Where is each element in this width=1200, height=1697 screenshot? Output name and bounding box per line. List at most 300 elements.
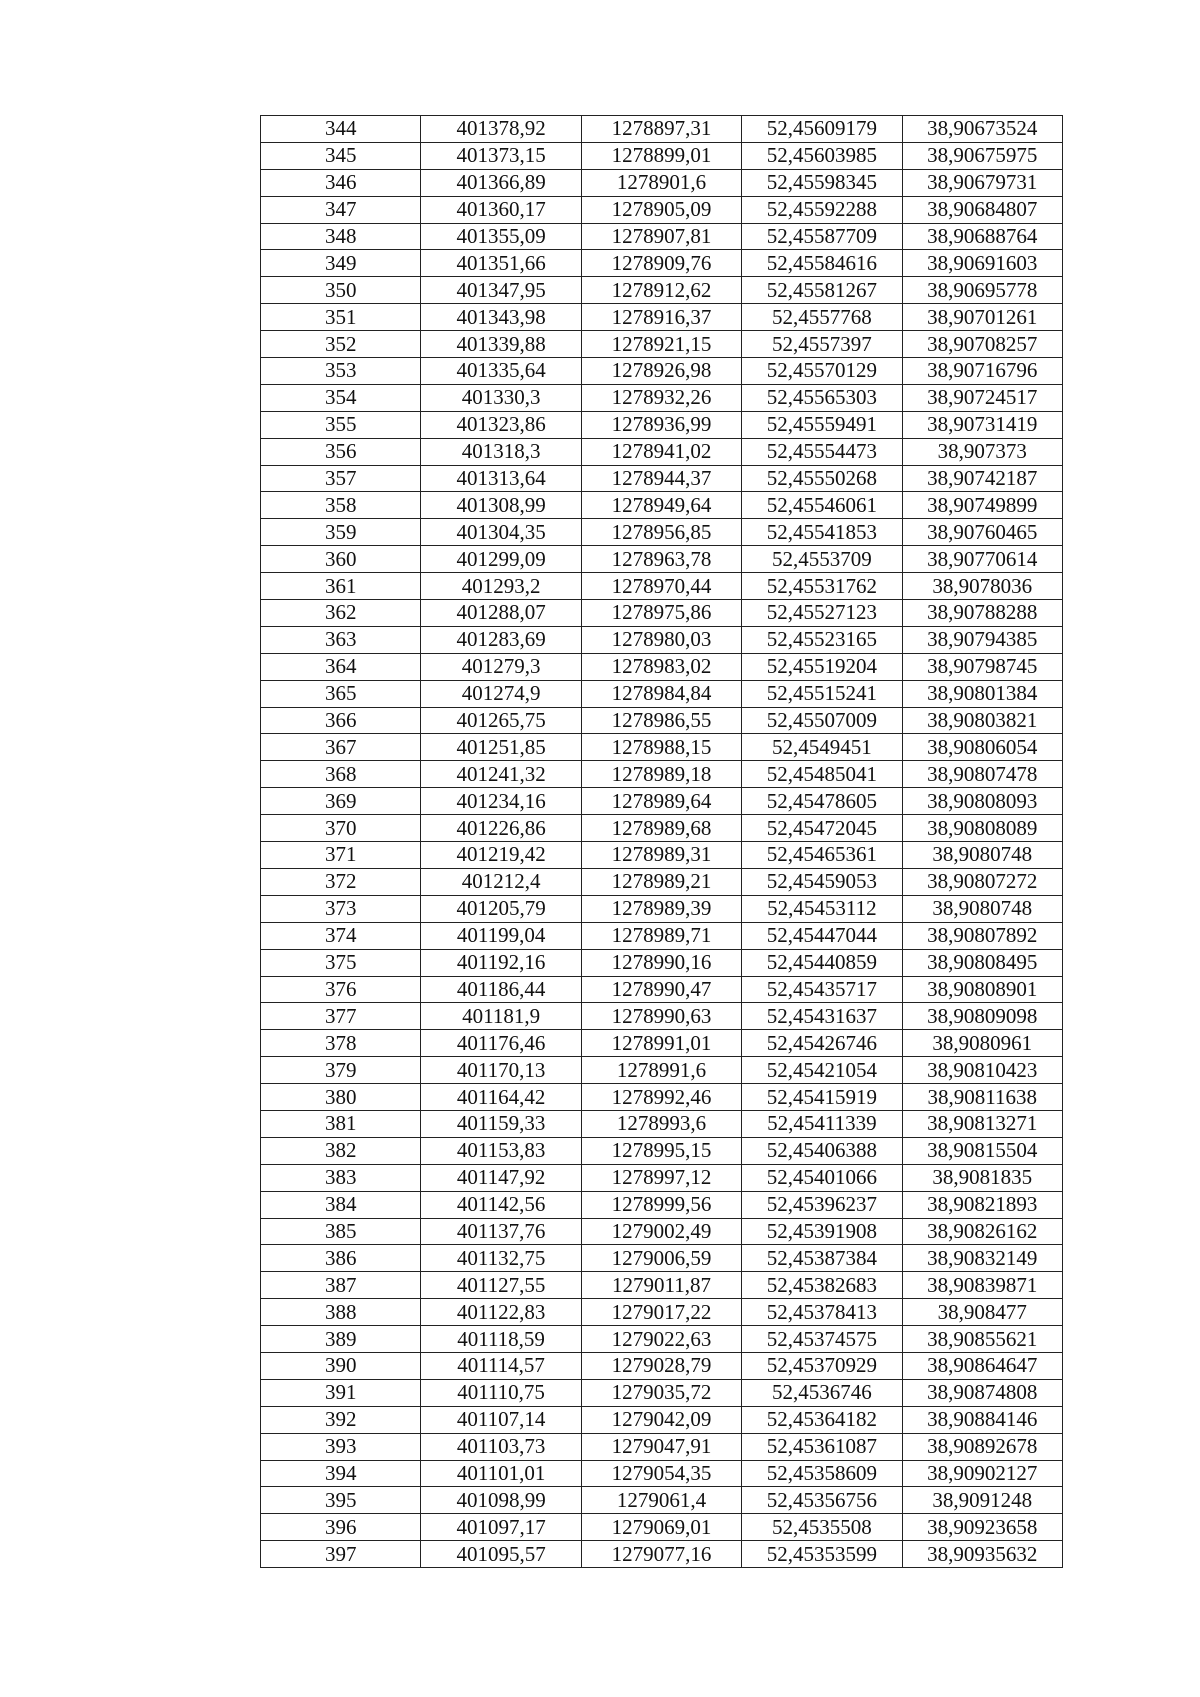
latitude-cell: 52,45415919: [742, 1084, 902, 1111]
point-number-cell: 353: [261, 358, 421, 385]
x-coordinate-cell: 401251,85: [421, 734, 581, 761]
y-coordinate-cell: 1278995,15: [581, 1137, 741, 1164]
longitude-cell: 38,90731419: [902, 411, 1062, 438]
table-row: [261, 1326, 1063, 1353]
y-coordinate-cell: 1279017,22: [581, 1299, 741, 1326]
longitude-cell: 38,90808495: [902, 949, 1062, 976]
x-coordinate-cell: 401127,55: [421, 1272, 581, 1299]
point-number-cell: 383: [261, 1164, 421, 1191]
y-coordinate-cell: 1279006,59: [581, 1245, 741, 1272]
table-row: [261, 1272, 1063, 1299]
point-number-cell: 366: [261, 707, 421, 734]
point-number-cell: 378: [261, 1030, 421, 1057]
point-number-cell: 350: [261, 277, 421, 304]
y-coordinate-cell: 1279061,4: [581, 1487, 741, 1514]
x-coordinate-cell: 401159,33: [421, 1110, 581, 1137]
y-coordinate-cell: 1279042,09: [581, 1406, 741, 1433]
longitude-cell: 38,9080748: [902, 842, 1062, 869]
y-coordinate-cell: 1279028,79: [581, 1352, 741, 1379]
longitude-cell: 38,9078036: [902, 573, 1062, 600]
x-coordinate-cell: 401318,3: [421, 438, 581, 465]
y-coordinate-cell: 1278999,56: [581, 1191, 741, 1218]
y-coordinate-cell: 1278897,31: [581, 116, 741, 143]
x-coordinate-cell: 401373,15: [421, 142, 581, 169]
table-row: [261, 949, 1063, 976]
latitude-cell: 52,45391908: [742, 1218, 902, 1245]
table-row: [261, 788, 1063, 815]
y-coordinate-cell: 1278916,37: [581, 304, 741, 331]
latitude-cell: 52,45515241: [742, 680, 902, 707]
longitude-cell: 38,90675975: [902, 142, 1062, 169]
latitude-cell: 52,45374575: [742, 1326, 902, 1353]
latitude-cell: 52,45447044: [742, 922, 902, 949]
x-coordinate-cell: 401098,99: [421, 1487, 581, 1514]
x-coordinate-cell: 401153,83: [421, 1137, 581, 1164]
x-coordinate-cell: 401313,64: [421, 465, 581, 492]
latitude-cell: 52,45565303: [742, 384, 902, 411]
table-row: [261, 626, 1063, 653]
y-coordinate-cell: 1278912,62: [581, 277, 741, 304]
x-coordinate-cell: 401137,76: [421, 1218, 581, 1245]
y-coordinate-cell: 1278984,84: [581, 680, 741, 707]
table-row: [261, 196, 1063, 223]
longitude-cell: 38,90801384: [902, 680, 1062, 707]
latitude-cell: 52,45550268: [742, 465, 902, 492]
y-coordinate-cell: 1278990,63: [581, 1003, 741, 1030]
point-number-cell: 363: [261, 626, 421, 653]
latitude-cell: 52,45472045: [742, 815, 902, 842]
x-coordinate-cell: 401164,42: [421, 1084, 581, 1111]
table-row: [261, 519, 1063, 546]
point-number-cell: 384: [261, 1191, 421, 1218]
latitude-cell: 52,45378413: [742, 1299, 902, 1326]
point-number-cell: 356: [261, 438, 421, 465]
y-coordinate-cell: 1278901,6: [581, 169, 741, 196]
y-coordinate-cell: 1278989,68: [581, 815, 741, 842]
table-row: [261, 411, 1063, 438]
x-coordinate-cell: 401110,75: [421, 1379, 581, 1406]
longitude-cell: 38,907373: [902, 438, 1062, 465]
longitude-cell: 38,90679731: [902, 169, 1062, 196]
point-number-cell: 381: [261, 1110, 421, 1137]
point-number-cell: 348: [261, 223, 421, 250]
longitude-cell: 38,90770614: [902, 546, 1062, 573]
point-number-cell: 377: [261, 1003, 421, 1030]
table-row: [261, 573, 1063, 600]
point-number-cell: 352: [261, 331, 421, 358]
y-coordinate-cell: 1278970,44: [581, 573, 741, 600]
latitude-cell: 52,45459053: [742, 868, 902, 895]
table-row: [261, 250, 1063, 277]
x-coordinate-cell: 401095,57: [421, 1541, 581, 1568]
latitude-cell: 52,45370929: [742, 1352, 902, 1379]
table-row: [261, 1137, 1063, 1164]
longitude-cell: 38,90874808: [902, 1379, 1062, 1406]
longitude-cell: 38,90815504: [902, 1137, 1062, 1164]
x-coordinate-cell: 401299,09: [421, 546, 581, 573]
point-number-cell: 358: [261, 492, 421, 519]
longitude-cell: 38,90749899: [902, 492, 1062, 519]
point-number-cell: 379: [261, 1057, 421, 1084]
y-coordinate-cell: 1278989,71: [581, 922, 741, 949]
y-coordinate-cell: 1278926,98: [581, 358, 741, 385]
x-coordinate-cell: 401181,9: [421, 1003, 581, 1030]
y-coordinate-cell: 1278989,21: [581, 868, 741, 895]
longitude-cell: 38,90794385: [902, 626, 1062, 653]
longitude-cell: 38,90691603: [902, 250, 1062, 277]
longitude-cell: 38,90701261: [902, 304, 1062, 331]
latitude-cell: 52,45546061: [742, 492, 902, 519]
table-row: [261, 922, 1063, 949]
table-row: [261, 1218, 1063, 1245]
x-coordinate-cell: 401343,98: [421, 304, 581, 331]
point-number-cell: 394: [261, 1460, 421, 1487]
x-coordinate-cell: 401360,17: [421, 196, 581, 223]
point-number-cell: 359: [261, 519, 421, 546]
point-number-cell: 375: [261, 949, 421, 976]
point-number-cell: 354: [261, 384, 421, 411]
latitude-cell: 52,45387384: [742, 1245, 902, 1272]
longitude-cell: 38,90855621: [902, 1326, 1062, 1353]
y-coordinate-cell: 1279077,16: [581, 1541, 741, 1568]
point-number-cell: 393: [261, 1433, 421, 1460]
table-row: [261, 1084, 1063, 1111]
y-coordinate-cell: 1278990,47: [581, 976, 741, 1003]
x-coordinate-cell: 401335,64: [421, 358, 581, 385]
point-number-cell: 396: [261, 1514, 421, 1541]
latitude-cell: 52,45364182: [742, 1406, 902, 1433]
x-coordinate-cell: 401101,01: [421, 1460, 581, 1487]
longitude-cell: 38,90760465: [902, 519, 1062, 546]
y-coordinate-cell: 1279022,63: [581, 1326, 741, 1353]
longitude-cell: 38,90892678: [902, 1433, 1062, 1460]
point-number-cell: 397: [261, 1541, 421, 1568]
latitude-cell: 52,45440859: [742, 949, 902, 976]
table-row: [261, 815, 1063, 842]
y-coordinate-cell: 1278989,64: [581, 788, 741, 815]
table-row: [261, 438, 1063, 465]
x-coordinate-cell: 401142,56: [421, 1191, 581, 1218]
latitude-cell: 52,45603985: [742, 142, 902, 169]
table-row: [261, 1433, 1063, 1460]
x-coordinate-cell: 401199,04: [421, 922, 581, 949]
y-coordinate-cell: 1278963,78: [581, 546, 741, 573]
x-coordinate-cell: 401103,73: [421, 1433, 581, 1460]
coordinates-table-body: [261, 116, 1063, 1568]
table-row: [261, 331, 1063, 358]
x-coordinate-cell: 401114,57: [421, 1352, 581, 1379]
longitude-cell: 38,90808089: [902, 815, 1062, 842]
x-coordinate-cell: 401265,75: [421, 707, 581, 734]
y-coordinate-cell: 1278941,02: [581, 438, 741, 465]
coordinates-table: [260, 115, 1063, 1568]
x-coordinate-cell: 401283,69: [421, 626, 581, 653]
table-row: [261, 1299, 1063, 1326]
y-coordinate-cell: 1278992,46: [581, 1084, 741, 1111]
point-number-cell: 369: [261, 788, 421, 815]
table-row: [261, 1191, 1063, 1218]
latitude-cell: 52,45554473: [742, 438, 902, 465]
latitude-cell: 52,45401066: [742, 1164, 902, 1191]
x-coordinate-cell: 401323,86: [421, 411, 581, 438]
point-number-cell: 367: [261, 734, 421, 761]
y-coordinate-cell: 1278983,02: [581, 653, 741, 680]
point-number-cell: 349: [261, 250, 421, 277]
table-row: [261, 734, 1063, 761]
y-coordinate-cell: 1278986,55: [581, 707, 741, 734]
longitude-cell: 38,90742187: [902, 465, 1062, 492]
x-coordinate-cell: 401339,88: [421, 331, 581, 358]
x-coordinate-cell: 401293,2: [421, 573, 581, 600]
y-coordinate-cell: 1278989,31: [581, 842, 741, 869]
latitude-cell: 52,45523165: [742, 626, 902, 653]
table-row: [261, 384, 1063, 411]
latitude-cell: 52,4557768: [742, 304, 902, 331]
y-coordinate-cell: 1278980,03: [581, 626, 741, 653]
longitude-cell: 38,90810423: [902, 1057, 1062, 1084]
latitude-cell: 52,45353599: [742, 1541, 902, 1568]
x-coordinate-cell: 401355,09: [421, 223, 581, 250]
y-coordinate-cell: 1278991,01: [581, 1030, 741, 1057]
latitude-cell: 52,45406388: [742, 1137, 902, 1164]
longitude-cell: 38,90803821: [902, 707, 1062, 734]
y-coordinate-cell: 1279069,01: [581, 1514, 741, 1541]
latitude-cell: 52,45453112: [742, 895, 902, 922]
longitude-cell: 38,90821893: [902, 1191, 1062, 1218]
point-number-cell: 390: [261, 1352, 421, 1379]
latitude-cell: 52,45598345: [742, 169, 902, 196]
longitude-cell: 38,90695778: [902, 277, 1062, 304]
x-coordinate-cell: 401170,13: [421, 1057, 581, 1084]
table-row: [261, 600, 1063, 627]
longitude-cell: 38,9091248: [902, 1487, 1062, 1514]
longitude-cell: 38,90826162: [902, 1218, 1062, 1245]
table-row: [261, 169, 1063, 196]
table-row: [261, 895, 1063, 922]
x-coordinate-cell: 401192,16: [421, 949, 581, 976]
latitude-cell: 52,4536746: [742, 1379, 902, 1406]
point-number-cell: 368: [261, 761, 421, 788]
latitude-cell: 52,45587709: [742, 223, 902, 250]
x-coordinate-cell: 401107,14: [421, 1406, 581, 1433]
table-row: [261, 653, 1063, 680]
latitude-cell: 52,45507009: [742, 707, 902, 734]
table-row: [261, 142, 1063, 169]
x-coordinate-cell: 401234,16: [421, 788, 581, 815]
y-coordinate-cell: 1278988,15: [581, 734, 741, 761]
latitude-cell: 52,45435717: [742, 976, 902, 1003]
y-coordinate-cell: 1279011,87: [581, 1272, 741, 1299]
longitude-cell: 38,90716796: [902, 358, 1062, 385]
y-coordinate-cell: 1278991,6: [581, 1057, 741, 1084]
longitude-cell: 38,90902127: [902, 1460, 1062, 1487]
longitude-cell: 38,90808093: [902, 788, 1062, 815]
point-number-cell: 382: [261, 1137, 421, 1164]
table-row: [261, 842, 1063, 869]
longitude-cell: 38,90807478: [902, 761, 1062, 788]
x-coordinate-cell: 401304,35: [421, 519, 581, 546]
table-row: [261, 1164, 1063, 1191]
x-coordinate-cell: 401132,75: [421, 1245, 581, 1272]
y-coordinate-cell: 1278936,99: [581, 411, 741, 438]
latitude-cell: 52,45356756: [742, 1487, 902, 1514]
point-number-cell: 388: [261, 1299, 421, 1326]
latitude-cell: 52,45541853: [742, 519, 902, 546]
longitude-cell: 38,90788288: [902, 600, 1062, 627]
point-number-cell: 347: [261, 196, 421, 223]
point-number-cell: 395: [261, 1487, 421, 1514]
x-coordinate-cell: 401147,92: [421, 1164, 581, 1191]
latitude-cell: 52,45609179: [742, 116, 902, 143]
longitude-cell: 38,90806054: [902, 734, 1062, 761]
point-number-cell: 344: [261, 116, 421, 143]
point-number-cell: 391: [261, 1379, 421, 1406]
y-coordinate-cell: 1278932,26: [581, 384, 741, 411]
y-coordinate-cell: 1279002,49: [581, 1218, 741, 1245]
latitude-cell: 52,45396237: [742, 1191, 902, 1218]
latitude-cell: 52,45570129: [742, 358, 902, 385]
x-coordinate-cell: 401118,59: [421, 1326, 581, 1353]
latitude-cell: 52,4549451: [742, 734, 902, 761]
y-coordinate-cell: 1278921,15: [581, 331, 741, 358]
latitude-cell: 52,45531762: [742, 573, 902, 600]
longitude-cell: 38,90708257: [902, 331, 1062, 358]
table-row: [261, 1406, 1063, 1433]
table-row: [261, 761, 1063, 788]
latitude-cell: 52,45431637: [742, 1003, 902, 1030]
longitude-cell: 38,90688764: [902, 223, 1062, 250]
y-coordinate-cell: 1278975,86: [581, 600, 741, 627]
longitude-cell: 38,90813271: [902, 1110, 1062, 1137]
table-row: [261, 976, 1063, 1003]
latitude-cell: 52,4535508: [742, 1514, 902, 1541]
longitude-cell: 38,90798745: [902, 653, 1062, 680]
latitude-cell: 52,45584616: [742, 250, 902, 277]
table-row: [261, 1541, 1063, 1568]
latitude-cell: 52,45581267: [742, 277, 902, 304]
point-number-cell: 365: [261, 680, 421, 707]
latitude-cell: 52,45421054: [742, 1057, 902, 1084]
x-coordinate-cell: 401212,4: [421, 868, 581, 895]
latitude-cell: 52,45592288: [742, 196, 902, 223]
point-number-cell: 376: [261, 976, 421, 1003]
y-coordinate-cell: 1278989,39: [581, 895, 741, 922]
table-row: [261, 1003, 1063, 1030]
x-coordinate-cell: 401274,9: [421, 680, 581, 707]
y-coordinate-cell: 1278990,16: [581, 949, 741, 976]
latitude-cell: 52,4557397: [742, 331, 902, 358]
point-number-cell: 387: [261, 1272, 421, 1299]
point-number-cell: 357: [261, 465, 421, 492]
latitude-cell: 52,45411339: [742, 1110, 902, 1137]
point-number-cell: 351: [261, 304, 421, 331]
point-number-cell: 346: [261, 169, 421, 196]
point-number-cell: 374: [261, 922, 421, 949]
table-row: [261, 707, 1063, 734]
y-coordinate-cell: 1278899,01: [581, 142, 741, 169]
point-number-cell: 362: [261, 600, 421, 627]
longitude-cell: 38,90811638: [902, 1084, 1062, 1111]
y-coordinate-cell: 1278956,85: [581, 519, 741, 546]
x-coordinate-cell: 401097,17: [421, 1514, 581, 1541]
point-number-cell: 345: [261, 142, 421, 169]
longitude-cell: 38,9080748: [902, 895, 1062, 922]
table-row: [261, 680, 1063, 707]
y-coordinate-cell: 1278949,64: [581, 492, 741, 519]
table-row: [261, 465, 1063, 492]
latitude-cell: 52,45527123: [742, 600, 902, 627]
table-row: [261, 277, 1063, 304]
x-coordinate-cell: 401176,46: [421, 1030, 581, 1057]
point-number-cell: 373: [261, 895, 421, 922]
y-coordinate-cell: 1278905,09: [581, 196, 741, 223]
point-number-cell: 371: [261, 842, 421, 869]
longitude-cell: 38,9081835: [902, 1164, 1062, 1191]
longitude-cell: 38,90935632: [902, 1541, 1062, 1568]
x-coordinate-cell: 401366,89: [421, 169, 581, 196]
latitude-cell: 52,4553709: [742, 546, 902, 573]
y-coordinate-cell: 1278989,18: [581, 761, 741, 788]
y-coordinate-cell: 1278944,37: [581, 465, 741, 492]
table-row: [261, 1110, 1063, 1137]
longitude-cell: 38,90808901: [902, 976, 1062, 1003]
table-row: [261, 1514, 1063, 1541]
point-number-cell: 361: [261, 573, 421, 600]
x-coordinate-cell: 401219,42: [421, 842, 581, 869]
longitude-cell: 38,90923658: [902, 1514, 1062, 1541]
latitude-cell: 52,45465361: [742, 842, 902, 869]
table-row: [261, 1460, 1063, 1487]
longitude-cell: 38,90864647: [902, 1352, 1062, 1379]
longitude-cell: 38,90839871: [902, 1272, 1062, 1299]
table-row: [261, 1379, 1063, 1406]
y-coordinate-cell: 1278997,12: [581, 1164, 741, 1191]
y-coordinate-cell: 1279054,35: [581, 1460, 741, 1487]
table-row: [261, 116, 1063, 143]
table-row: [261, 546, 1063, 573]
x-coordinate-cell: 401347,95: [421, 277, 581, 304]
point-number-cell: 385: [261, 1218, 421, 1245]
table-row: [261, 1352, 1063, 1379]
x-coordinate-cell: 401279,3: [421, 653, 581, 680]
x-coordinate-cell: 401205,79: [421, 895, 581, 922]
point-number-cell: 364: [261, 653, 421, 680]
x-coordinate-cell: 401351,66: [421, 250, 581, 277]
table-row: [261, 1487, 1063, 1514]
latitude-cell: 52,45478605: [742, 788, 902, 815]
longitude-cell: 38,90807272: [902, 868, 1062, 895]
table-row: [261, 1245, 1063, 1272]
table-row: [261, 868, 1063, 895]
table-row: [261, 1030, 1063, 1057]
y-coordinate-cell: 1279035,72: [581, 1379, 741, 1406]
latitude-cell: 52,45519204: [742, 653, 902, 680]
point-number-cell: 370: [261, 815, 421, 842]
longitude-cell: 38,9080961: [902, 1030, 1062, 1057]
latitude-cell: 52,45382683: [742, 1272, 902, 1299]
latitude-cell: 52,45485041: [742, 761, 902, 788]
x-coordinate-cell: 401122,83: [421, 1299, 581, 1326]
x-coordinate-cell: 401241,32: [421, 761, 581, 788]
x-coordinate-cell: 401288,07: [421, 600, 581, 627]
point-number-cell: 372: [261, 868, 421, 895]
y-coordinate-cell: 1278907,81: [581, 223, 741, 250]
table-row: [261, 1057, 1063, 1084]
table-row: [261, 223, 1063, 250]
x-coordinate-cell: 401186,44: [421, 976, 581, 1003]
x-coordinate-cell: 401378,92: [421, 116, 581, 143]
point-number-cell: 392: [261, 1406, 421, 1433]
